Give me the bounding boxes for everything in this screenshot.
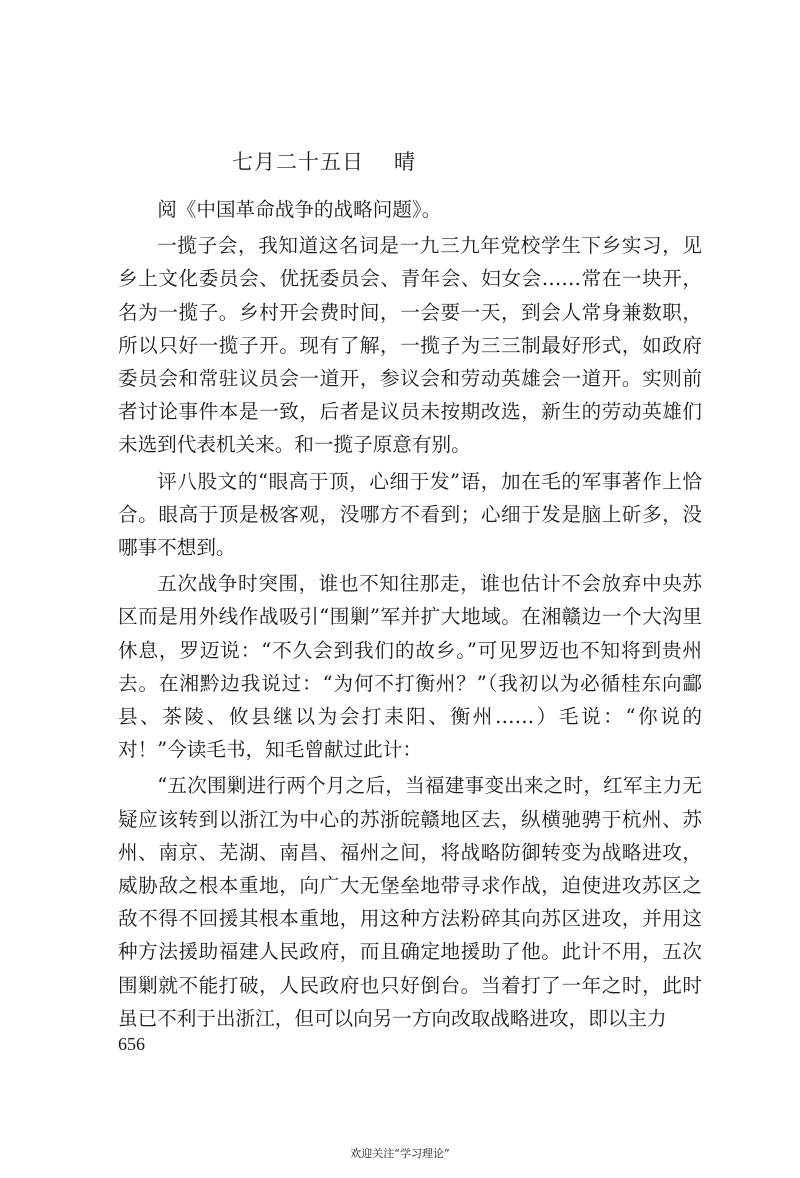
paragraph-breakout-memory: 五次战争时突围，谁也不知往那走，谁也估计不会放弃中央苏区而是用外线作战吸引“围剿”军并扩大地域。在湘赣边一个大沟里休息，罗迈说：“不久会到我们的故乡。”可见罗迈也不知将到贵州去。在湘黔边我说过：“为何不打衡州？”（我初以为必循桂东向酃县、茶陵、攸县继以为会打耒阳、衡州……）毛说：“你说的对！”今读毛书，知毛曾献过此计： <box>118 572 702 762</box>
page-number: 656 <box>118 1034 145 1054</box>
paragraph-baguwen-comment: 评八股文的“眼高于顶，心细于发”语，加在毛的军事著作上恰合。眼高于顶是极客观，没哪方不看到；心细于发是脑上斫多，没哪事不想到。 <box>118 469 702 560</box>
diary-entry-heading <box>232 146 416 176</box>
diary-body <box>118 193 702 1035</box>
footer-watermark-note: 欢迎关注“学习理论” <box>350 1147 450 1160</box>
entry-weather: 晴 <box>394 150 416 174</box>
paragraph-reading-note: 阅《中国革命战争的战略问题》。 <box>157 198 442 221</box>
paragraph-yilanzi-meeting: 一揽子会，我知道这名词是一九三九年党校学生下乡实习，见乡上文化委员会、优抚委员会、青年会、妇女会……常在一块开，名为一揽子。乡村开会费时间，一会要一天，到会人常身兼数职，所以只好一揽子开。现有了解，一揽子为三三制最好形式，如政府委员会和常驻议员会一道开，参议会和劳动英雄会一道开。实则前者讨论事件本是一致，后者是议员未按期改选，新生的劳动英雄们未选到代表机关来。和一揽子原意有别。 <box>118 234 702 457</box>
paragraph-quotation: “五次围剿进行两个月之后，当福建事变出来之时，红军主力无疑应该转到以浙江为中心的苏浙皖赣地区去，纵横驰骋于杭州、苏州、南京、芜湖、南昌、福州之间，将战略防御转变为战略进攻，威胁敌之根本重地，向广大无堡垒地带寻求作战，迫使进攻苏区之敌不得不回援其根本重地，用这种方法粉碎其向苏区进攻，并用这种方法援助福建人民政府，而且确定地援助了他。此计不用，五次围剿就不能打破，人民政府也只好倒台。当着打了一年之时，此时虽已不利于出浙江，但可以向另一方向改取战略进攻，即以主力 <box>118 774 702 1030</box>
entry-date: 七月二十五日 <box>232 150 364 174</box>
